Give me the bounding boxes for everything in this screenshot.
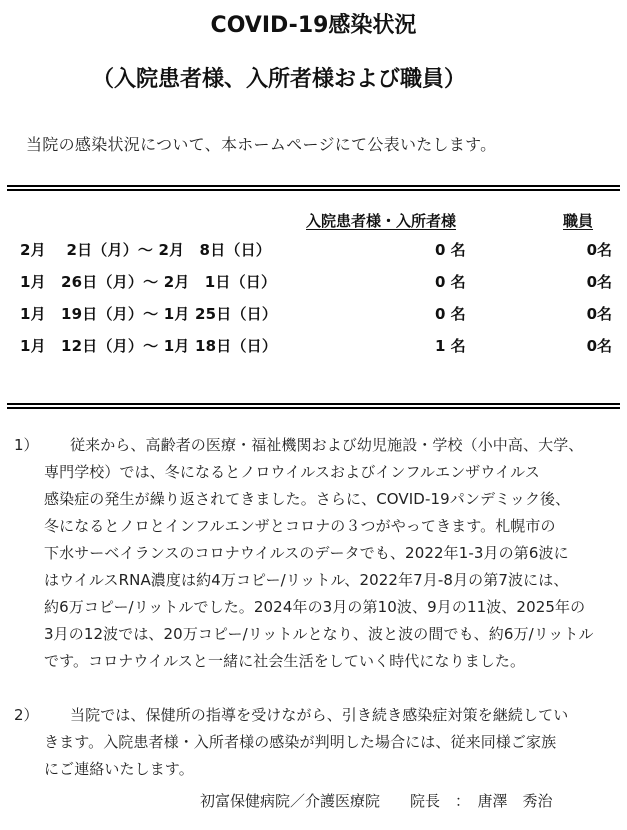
note-number: 1） <box>14 436 39 454</box>
page-subtitle: （入院患者様、入所者様および職員） <box>92 67 467 92</box>
note-line: きます。入院患者様・入所者様の感染が判明した場合には、従来同様ご家族 <box>44 733 557 751</box>
note-line: です。コロナウイルスと一緒に社会生活をしていく時代になりました。 <box>44 652 526 670</box>
note-line: 当院では、保健所の指導を受けながら、引き続き感染症対策を継続してい <box>70 706 569 724</box>
staff-count: 0名 <box>586 241 612 259</box>
note-number: 2） <box>14 706 39 724</box>
table-row <box>0 303 627 329</box>
patients-count: 1 名 <box>435 337 466 355</box>
notes-section <box>14 432 614 810</box>
period-cell: 2月 2日（月）～ 2月 8日（日） <box>20 241 271 259</box>
patients-count: 0 名 <box>435 305 466 323</box>
column-header-staff: 職員 <box>563 212 594 230</box>
note-line: はウイルスRNA濃度は約4万コピー/リットル、2022年7月-8月の第7波には、 <box>44 571 569 589</box>
table-row <box>0 271 627 297</box>
period-cell: 1月 19日（月）～ 1月 25日（日） <box>20 305 278 323</box>
staff-count: 0名 <box>586 337 612 355</box>
patients-count: 0 名 <box>435 273 466 291</box>
note-line: 感染症の発生が繰り返されてきました。さらに、COVID-19パンデミック後、 <box>44 490 571 508</box>
note-line: 従来から、高齢者の医療・福祉機関および幼児施設・学校（小中高、大学、 <box>70 436 584 454</box>
note-line: 冬になるとノロとインフルエンザとコロナの３つがやってきます。札幌市の <box>44 517 556 535</box>
column-header-patients: 入院患者様・入所者様 <box>306 212 457 230</box>
double-rule-bottom <box>7 403 620 409</box>
signature: 初富保健病院／介護医療院 院長 ： 唐澤 秀治 <box>200 792 553 810</box>
period-cell: 1月 26日（月）～ 2月 1日（日） <box>20 273 277 291</box>
double-rule-top <box>7 185 620 191</box>
note-line: 約6万コピー/リットルでした。2024年の3月の第10波、9月の11波、2025年の <box>44 598 586 616</box>
patients-count: 0 名 <box>435 241 466 259</box>
table-row <box>0 335 627 361</box>
intro-text: 当院の感染状況について、本ホームページにて公表いたします。 <box>26 135 497 154</box>
page-title: COVID-19感染状況 <box>210 13 417 38</box>
note-line: 下水サーベイランスのコロナウイルスのデータでも、2022年1-3月の第6波に <box>44 544 569 562</box>
note-2 <box>14 702 614 783</box>
note-line: 専門学校）では、冬になるとノロウイルスおよびインフルエンザウイルス <box>44 463 540 481</box>
note-1 <box>14 432 614 675</box>
staff-count: 0名 <box>586 273 612 291</box>
table-row <box>0 239 627 265</box>
staff-count: 0名 <box>586 305 612 323</box>
note-line: 3月の12波では、20万コピー/リットルとなり、波と波の間でも、約6万/リットル <box>44 625 594 643</box>
period-cell: 1月 12日（月）～ 1月 18日（日） <box>20 337 278 355</box>
note-line: にご連絡いたします。 <box>44 760 194 778</box>
